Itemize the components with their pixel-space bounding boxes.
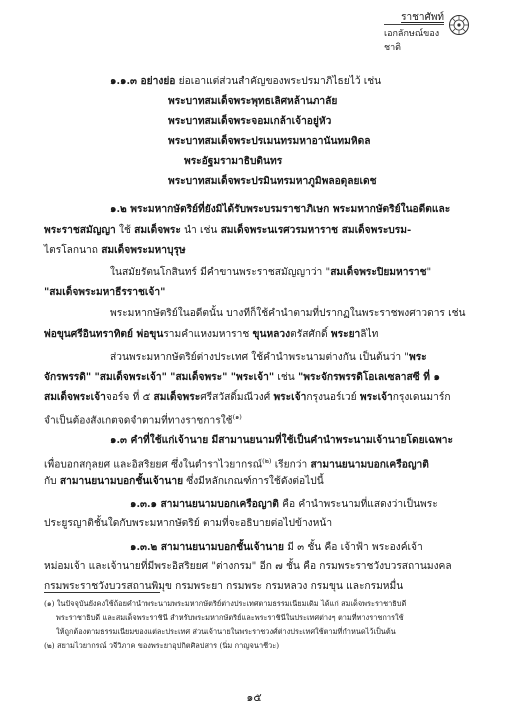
- text-run: ": [426, 266, 432, 278]
- text-run: ตรัสศักดิ์: [290, 328, 331, 340]
- text-run: ๑.๒ พระมหากษัตริย์ที่ยังมิได้รับพระบรมราชาภิเษก พระมหากษัตริย์ในอดีตและ: [110, 203, 451, 216]
- text-line: [184, 154, 282, 169]
- text-line: [44, 474, 324, 489]
- text-line: [110, 350, 427, 365]
- text-run: "สมเด็จพระเจ้า": [94, 370, 167, 383]
- text-run: สมเด็จพระ: [134, 224, 181, 237]
- text-line: [44, 390, 451, 405]
- footnote-ref: (๒): [262, 457, 272, 466]
- text-run: ๑.๓ คำที่ใช้แก่เจ้านาย: [110, 434, 209, 447]
- text-run: พระบาทสมเด็จพระปรมินทรมหาภูมิพลอดุลยเดช: [168, 175, 377, 188]
- text-run: พระเจ้า: [273, 390, 307, 403]
- text-run: สามานยนามบอกชั้นเจ้านาย: [59, 475, 184, 488]
- text-line: [130, 497, 438, 512]
- text-run: สมเด็จพระปิยมหาราช: [330, 265, 427, 278]
- text-run: กรมพระราชวังบวรสถานพิมุข กรมพระยา กรมพระ กรมหลวง กรมขุน และกรมหมื่น: [44, 580, 404, 592]
- text-line: [44, 370, 440, 385]
- text-line: [110, 433, 453, 448]
- text-line: [44, 327, 378, 342]
- text-run: พระ: [408, 350, 427, 363]
- text-run: มีสามานยนามที่ใช้เป็นคำนำพระนามเจ้านายโดยเฉพาะ: [211, 434, 453, 447]
- text-run: พระอัฐมรามาธิบดินทร: [184, 155, 283, 168]
- text-run: จอร์จ ที่ ๕: [105, 391, 154, 403]
- text-line: [130, 540, 423, 555]
- text-run: พระเจ้า: [359, 390, 393, 403]
- text-run: ใช้: [115, 225, 135, 237]
- footnote-line: พระราชาธิบดี และสมเด็จพระราชินี สำหรับพระมหากษัตริย์และพระราชินีในประเทศต่างๆ ตามที่ทางราชการใช้: [56, 613, 404, 622]
- text-run: ศรีสวัสดิ์มณีวงศ์: [200, 391, 274, 403]
- text-run: คือ คำนำพระนามที่แสดงว่าเป็นพระ: [278, 498, 438, 510]
- page-number: ๑๕: [246, 691, 262, 704]
- text-line: [44, 243, 186, 258]
- text-line: [44, 285, 165, 300]
- text-run: มี ๓ ชั้น คือ เจ้าฟ้า พระองค์เจ้า: [283, 541, 423, 553]
- text-run: ส่วนพระมหากษัตริย์ต่างประเทศ ใช้คำนำพระนามต่างกัน เป็นต้นว่า ": [110, 351, 409, 363]
- text-line: [168, 94, 337, 109]
- text-run: เช่น: [274, 371, 298, 383]
- text-run: สมเด็จพระนเรศวรมหาราช สมเด็จพระบรม-: [220, 224, 412, 237]
- footnote-ref: (๑): [232, 412, 242, 421]
- text-line: [168, 174, 377, 189]
- text-run: ขุนหลวง: [252, 327, 291, 340]
- text-run: พระราชสมัญญา: [44, 224, 116, 237]
- text-run: พระบาทสมเด็จพระปรเมนทรมหาอานันทมหิดล: [168, 135, 371, 148]
- text-run: ๑.๑.๓ อย่างย่อ: [110, 75, 176, 87]
- text-line: [110, 202, 450, 217]
- text-run: เรียกว่า: [271, 459, 311, 471]
- text-run: ไตรโลกนาถ: [44, 245, 102, 257]
- text-line: [168, 114, 331, 129]
- footnote-line: (๑) ในปัจจุบันยังคงใช้ถ้อยคำนำพระนามพระมหากษัตริย์ต่างประเทศตามธรรมเนียมเดิม ได้แก่ สมเด็จพระราชาธิบดี: [44, 599, 407, 608]
- text-run: ซึ่งมีหลักเกณฑ์การใช้ดังต่อไปนี้: [183, 476, 324, 488]
- text-run: พระบาทสมเด็จพระพุทธเลิศหล้านภาลัย: [168, 95, 338, 108]
- header-divider: [384, 24, 444, 25]
- text-run: สมเด็จพระเจ้า: [44, 390, 106, 403]
- publication-header: [384, 10, 470, 53]
- text-line: [44, 223, 411, 238]
- text-run: หม่อมเจ้า และเจ้านายที่มีพระอิสริยยศ "ต่างกรม" อีก ๗ ชั้น คือ กรมพระราชวังบวรสถานมงคล: [44, 560, 452, 572]
- text-run: สมเด็จพระ: [153, 390, 201, 403]
- text-run: ๑.๓.๑ สามานยนามบอกเครือญาติ: [130, 497, 279, 510]
- footnote-line: (๒) สยามไวยากรณ์ วจีวิภาค ของพระยาอุปกิตศิลปสาร (นิ่ม กาญจนาชีวะ): [44, 641, 280, 650]
- text-run: สมเด็จพระมหาบุรุษ: [101, 244, 186, 257]
- text-run: รามคำแหงมหาราช: [163, 328, 253, 340]
- text-run: จำเป็นต้องสังเกตจดจำตามที่ทางราชการใช้: [44, 415, 233, 427]
- text-run: พระยา: [330, 327, 361, 340]
- text-run: เพื่อบอกสกุลยศ และอิสริยยศ ซึ่งในตำราไวยากรณ์: [44, 459, 263, 471]
- text-line: [110, 307, 466, 321]
- emblem-icon: [448, 14, 470, 36]
- text-run: กรุงเดนมาร์ก: [392, 391, 451, 403]
- text-run: กับ: [44, 476, 60, 488]
- text-run: สามานยนามบอกเครือญาติ: [310, 458, 429, 471]
- text-run: พระบาทสมเด็จพระจอมเกล้าเจ้าอยู่หัว: [168, 115, 332, 128]
- header-subtitle: เอกลักษณ์ของชาติ: [384, 29, 440, 53]
- text-run: "พระจักรพรรดิโอเลเซลาสซี ที่ ๑: [297, 370, 440, 383]
- text-line: [168, 134, 370, 149]
- text-run: นำ เช่น: [180, 225, 221, 237]
- text-run: ย่อเอาแต่ส่วนสำคัญของพระปรมาภิไธยไว้ เช่น: [175, 76, 382, 87]
- text-run: ๑.๓.๒ สามานยนามบอกชั้นเจ้านาย: [130, 540, 284, 553]
- text-line: [44, 410, 242, 428]
- text-run: พระมหากษัตริย์ในอดีตนั้น บางทีก็ใช้คำนำตามที่ปรากฏในพระราชพงศาวดาร เช่น: [110, 307, 466, 319]
- text-line: [44, 560, 452, 574]
- text-run: ในสมัยรัตนโกสินทร์ มีคำขานพระราชสมัญญาว่า ": [110, 266, 331, 278]
- footnote-line: ให้ถูกต้องตามธรรมเนียมของแต่ละประเทศ ส่วนเจ้านายในพระราชวงศ์ต่างประเทศใช้ตามที่กำหนดไว้เป็นต้น: [56, 627, 396, 636]
- text-run: "พระเจ้า": [230, 370, 275, 383]
- text-line: [44, 454, 429, 472]
- text-line: [110, 265, 431, 280]
- text-run: พ่อขุนศรีอินทราทิตย์ พ่อขุน: [44, 327, 164, 340]
- footnote-rule: [44, 592, 160, 593]
- text-run: จักรพรรดิ": [44, 370, 92, 383]
- text-run: "สมเด็จพระ": [170, 370, 228, 383]
- text-line: [44, 517, 332, 531]
- text-run: ประยูรญาติชั้นใดกับพระมหากษัตริย์ ตามที่จะอธิบายต่อไปข้างหน้า: [44, 518, 333, 529]
- text-line: [110, 74, 381, 89]
- text-run: กรุงนอร์เวย์: [306, 391, 360, 403]
- text-run: ลิไท: [360, 328, 379, 340]
- header-title: ราชาศัพท์: [401, 12, 444, 23]
- text-run: "สมเด็จพระมหาธีรราชเจ้า": [44, 286, 166, 299]
